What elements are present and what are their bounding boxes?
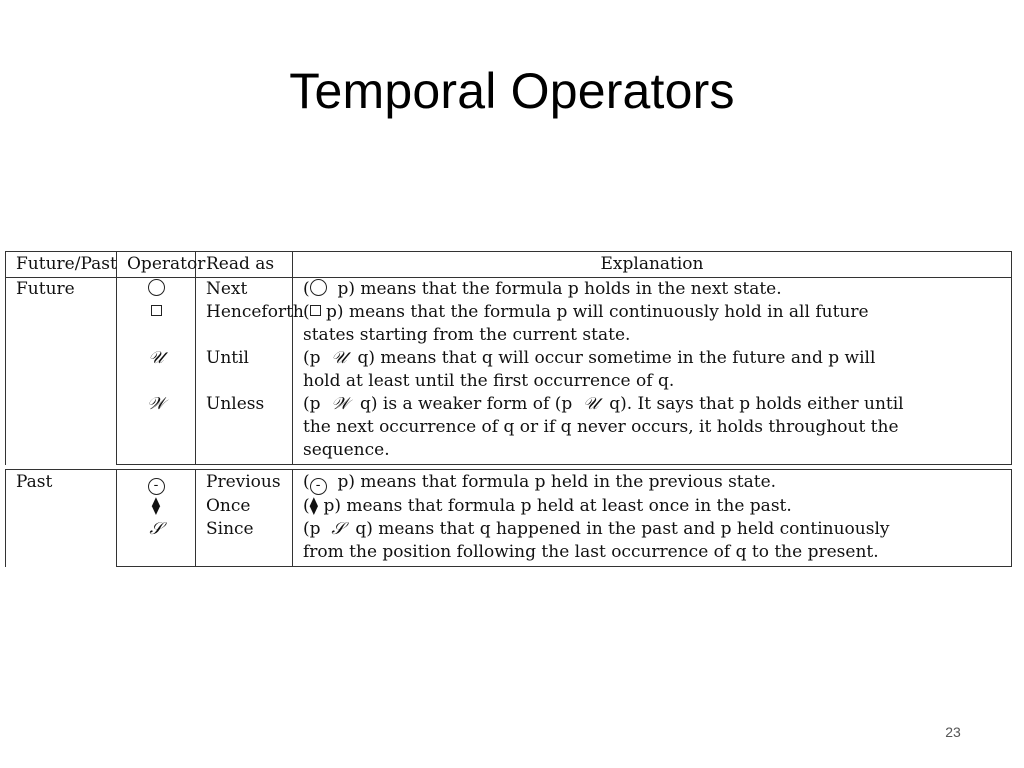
operator-until <box>117 347 196 370</box>
square-icon <box>310 305 321 316</box>
explanation-unless <box>293 393 1012 416</box>
read-as-previous: Previous <box>196 470 293 496</box>
operators-table <box>5 251 1012 567</box>
explanation-next <box>293 278 1012 302</box>
page-number: 23 <box>945 724 961 740</box>
operator-next <box>117 278 196 302</box>
explanation-text: q) is a weaker form of (p <box>359 394 573 414</box>
table-header-row <box>6 252 1012 278</box>
since-symbol: 𝒮 <box>149 519 163 539</box>
explanation-text: the next occurrence of q or if q never occurs, it holds throughout the <box>303 417 899 437</box>
explanation-since <box>293 518 1012 541</box>
group-label-past: Past <box>6 470 117 567</box>
explanation-previous <box>293 470 1012 496</box>
table-row <box>6 470 1012 496</box>
operator-unless <box>117 393 196 416</box>
paren: ( <box>303 472 310 492</box>
unless-symbol: 𝒲 <box>331 394 350 414</box>
table-row <box>6 324 1012 347</box>
read-as-since: Since <box>196 518 293 541</box>
explanation-once <box>293 495 1012 518</box>
group-label-future: Future <box>6 278 117 465</box>
explanation-text: (p <box>303 519 321 539</box>
header-future-past: Future/Past <box>6 252 117 278</box>
explanation-text: p) means that the formula p will continuously hold in all future <box>326 302 869 322</box>
explanation-text: (p <box>303 348 321 368</box>
table-row <box>6 495 1012 518</box>
until-symbol: 𝒰 <box>148 348 164 368</box>
table-row <box>6 347 1012 370</box>
explanation-henceforth-cont: states starting from the current state. <box>293 324 1012 347</box>
until-symbol: 𝒰 <box>331 348 347 368</box>
paren: ( <box>303 496 310 516</box>
explanation-unless-cont <box>293 416 1012 465</box>
table-row <box>6 278 1012 302</box>
table-row <box>6 416 1012 465</box>
paren: ( <box>303 302 310 322</box>
unless-symbol: 𝒲 <box>147 394 165 414</box>
read-as-henceforth: Henceforth <box>196 301 293 324</box>
operator-once <box>117 495 196 518</box>
explanation-text: p) means that formula p held at least once in the past. <box>323 496 792 516</box>
since-symbol: 𝒮 <box>331 519 345 539</box>
diamond-icon: ⧫ <box>309 496 319 516</box>
explanation-text: (p <box>303 394 321 414</box>
circle-icon <box>148 279 165 296</box>
table-row <box>6 301 1012 324</box>
table-row <box>6 541 1012 567</box>
operator-henceforth <box>117 301 196 324</box>
until-symbol: 𝒰 <box>583 394 599 414</box>
slide-title: Temporal Operators <box>289 63 735 119</box>
explanation-until <box>293 347 1012 370</box>
diamond-icon: ⧫ <box>151 496 161 516</box>
header-read-as: Read as <box>196 252 293 278</box>
circle-minus-icon: - <box>148 478 165 495</box>
read-as-once: Once <box>196 495 293 518</box>
header-operator: Operator <box>117 252 196 278</box>
explanation-text: p) means that formula p held in the previous state. <box>337 472 777 492</box>
read-as-unless: Unless <box>196 393 293 416</box>
table-row <box>6 393 1012 416</box>
explanation-text: q). It says that p holds either until <box>609 394 904 414</box>
explanation-text: p) means that the formula p holds in the next state. <box>337 279 782 299</box>
explanation-henceforth <box>293 301 1012 324</box>
read-as-until: Until <box>196 347 293 370</box>
read-as-next: Next <box>196 278 293 302</box>
explanation-text: sequence. <box>303 440 390 460</box>
explanation-since-cont: from the position following the last occurrence of q to the present. <box>293 541 1012 567</box>
square-icon <box>151 305 162 316</box>
circle-icon <box>310 279 327 296</box>
header-explanation: Explanation <box>293 252 1012 278</box>
explanation-text: q) means that q happened in the past and p held continuously <box>355 519 890 539</box>
circle-minus-icon: - <box>310 478 327 495</box>
explanation-text: q) means that q will occur sometime in the future and p will <box>357 348 876 368</box>
explanation-until-cont: hold at least until the first occurrence of q. <box>293 370 1012 393</box>
table-row <box>6 518 1012 541</box>
paren: ( <box>303 279 310 299</box>
operator-previous <box>117 470 196 496</box>
operator-since <box>117 518 196 541</box>
temporal-operators-table <box>5 251 1012 567</box>
table-row <box>6 370 1012 393</box>
